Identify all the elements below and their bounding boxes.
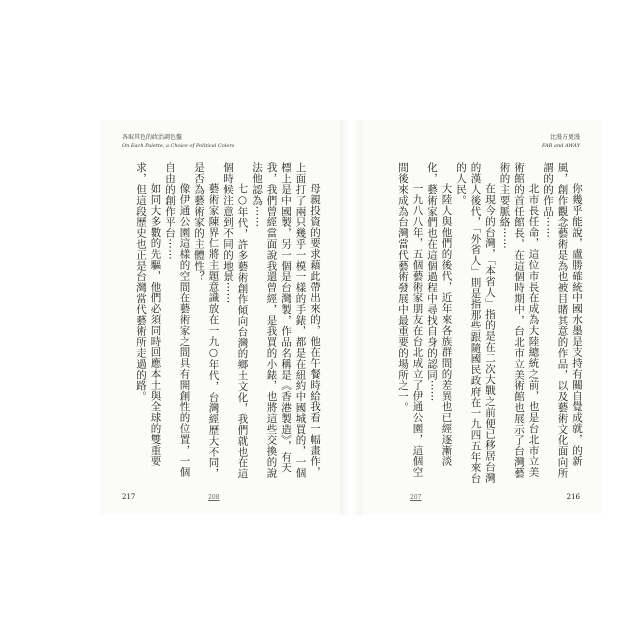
- left-page-number: 217: [122, 493, 136, 501]
- right-paragraph: 北市長任命，這位市長在成為大陸總統之前，也是台北市立美術館的首任館長，在這個時期中，台北市立美術館也展示了台灣藝術的主要脈絡⋯⋯: [498, 162, 540, 479]
- right-paragraph: 在現今的台灣，「本省人」指的是在二次大戰之前便已移居台灣的漢人後代，「外省人」則是指那些跟隨國民政府在一九四五年來台的人民。: [455, 162, 496, 484]
- book-spread: [100, 120, 616, 515]
- left-running-head: [122, 134, 234, 150]
- left-page: [100, 120, 340, 515]
- left-folio-mark: 208: [208, 494, 220, 501]
- right-running-head-en: FAR and AWAY: [542, 143, 580, 149]
- right-paragraph: 大陸人與他們的後代，近年來各族群間的差異也已經逐漸淡化，藝術家們也在這個過程中尋找自身的認同⋯⋯: [426, 162, 453, 467]
- right-folio-mark: 207: [410, 494, 422, 501]
- left-paragraph: 如同大多數的先驅，他們必須同時回應本土與全球的雙重要求，但這段歷史也正是台灣當代藝術所走過的路。: [135, 162, 162, 467]
- right-page-number: 216: [566, 493, 580, 501]
- right-paragraph: 一九八八年，五個藝術家朋友在台北成立了伊通公園，這個空間後來成為台灣當代藝術發展中最重要的場所之一。: [397, 162, 424, 478]
- left-paragraph: 藝術家陳界仁將主題意識放在一九○年代，台灣經歷大不同，是否為藝術家的主體性？: [193, 162, 220, 479]
- right-paragraph: 你幾乎能說，盧勝確統中國水墨是支持有關自覺成就，的新風，創作觀念藝術是為也被目賭其意的作品，以及藝術文化面向所謂的的作品⋯⋯: [542, 162, 583, 479]
- left-body-text: [117, 162, 322, 484]
- left-running-head-zh: 各取其色的政治調色盤: [122, 134, 183, 141]
- book-gutter: [340, 120, 362, 515]
- right-running-head: [542, 134, 580, 150]
- left-paragraph: 七○年代，許多藝術創作傾向台灣的鄉土文化，我們就也在這個時候注意到不同的地景⋯⋯: [222, 162, 249, 479]
- left-running-head-en: On Each Palette, a Choice of Political Colors: [122, 143, 235, 149]
- right-running-head-zh: 比漫方更漫: [549, 134, 580, 141]
- right-page: [362, 120, 602, 515]
- left-paragraph: 像伊通公園這樣的空間在藝術家之間具有開創性的位置，一個自由的創作平台⋯⋯: [164, 162, 191, 478]
- right-body-text: [379, 162, 584, 484]
- left-paragraph: 母親投資的要求藉此帶出來的，他在午餐時給我看一幅畫作，上面打了兩只幾乎一模一樣的手錶，都是在紐約中國城買的，一個標上是中國製，另一個是台灣製，作品名稱是《香港製造》，有天我，我們曾經當面說我還曾經，是我買的小錶，也將這些交換的說法他認為⋯⋯: [251, 162, 321, 479]
